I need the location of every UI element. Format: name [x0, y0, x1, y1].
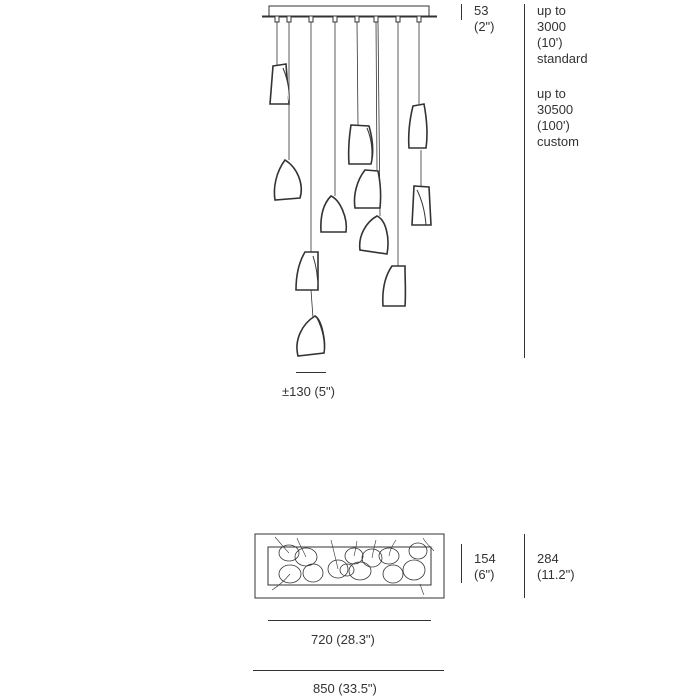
pendant-shade — [360, 216, 388, 254]
plan-shade — [383, 565, 403, 583]
pendant-shade — [274, 160, 301, 200]
pendant-shade — [383, 266, 406, 306]
inner-depth-value: 154 — [474, 551, 496, 566]
outer-depth-inches: (11.2") — [537, 567, 575, 582]
inner-depth-label — [474, 551, 496, 583]
drop-custom-line-2: 30500 — [537, 102, 574, 117]
canopy-height-inches: (2") — [474, 19, 495, 34]
inner-width-label: 720 (28.3") — [311, 632, 375, 647]
outer-depth-label — [537, 551, 575, 583]
shade-width-label: ±130 (5") — [282, 384, 335, 399]
plan-shade — [409, 543, 427, 559]
pendant-shade — [321, 196, 346, 232]
drop-custom-line-3: (100') — [537, 118, 570, 133]
plan-shades — [279, 543, 427, 583]
drop-standard-line-3: (10') — [537, 35, 563, 50]
outer-width-label: 850 (33.5") — [313, 681, 377, 696]
pendant-shade — [409, 104, 427, 148]
drop-custom-line-1: up to — [537, 86, 566, 101]
elevation-view — [262, 4, 525, 373]
drop-custom-line-4: custom — [537, 134, 579, 149]
pendant-shade — [354, 170, 380, 208]
inner-depth-inches: (6") — [474, 567, 495, 582]
drop-standard-line-2: 3000 — [537, 19, 566, 34]
drop-length-custom-label — [537, 86, 579, 150]
drop-standard-line-1: up to — [537, 3, 566, 18]
drop-length-standard-label — [537, 3, 588, 67]
canopy-height-value: 53 — [474, 3, 489, 18]
plan-shade — [303, 564, 323, 582]
plan-shade — [349, 562, 371, 580]
outer-depth-value: 284 — [537, 551, 559, 566]
plan-inner-frame — [268, 547, 431, 585]
pendant-shades — [270, 64, 431, 356]
pendant-shade — [297, 316, 325, 356]
plan-cables — [272, 537, 434, 595]
pendant-shade — [296, 252, 318, 290]
ceiling-canopy — [269, 6, 429, 16]
plan-shade — [403, 560, 425, 580]
drop-standard-line-4: standard — [537, 51, 588, 66]
canopy-height-label — [474, 3, 495, 35]
